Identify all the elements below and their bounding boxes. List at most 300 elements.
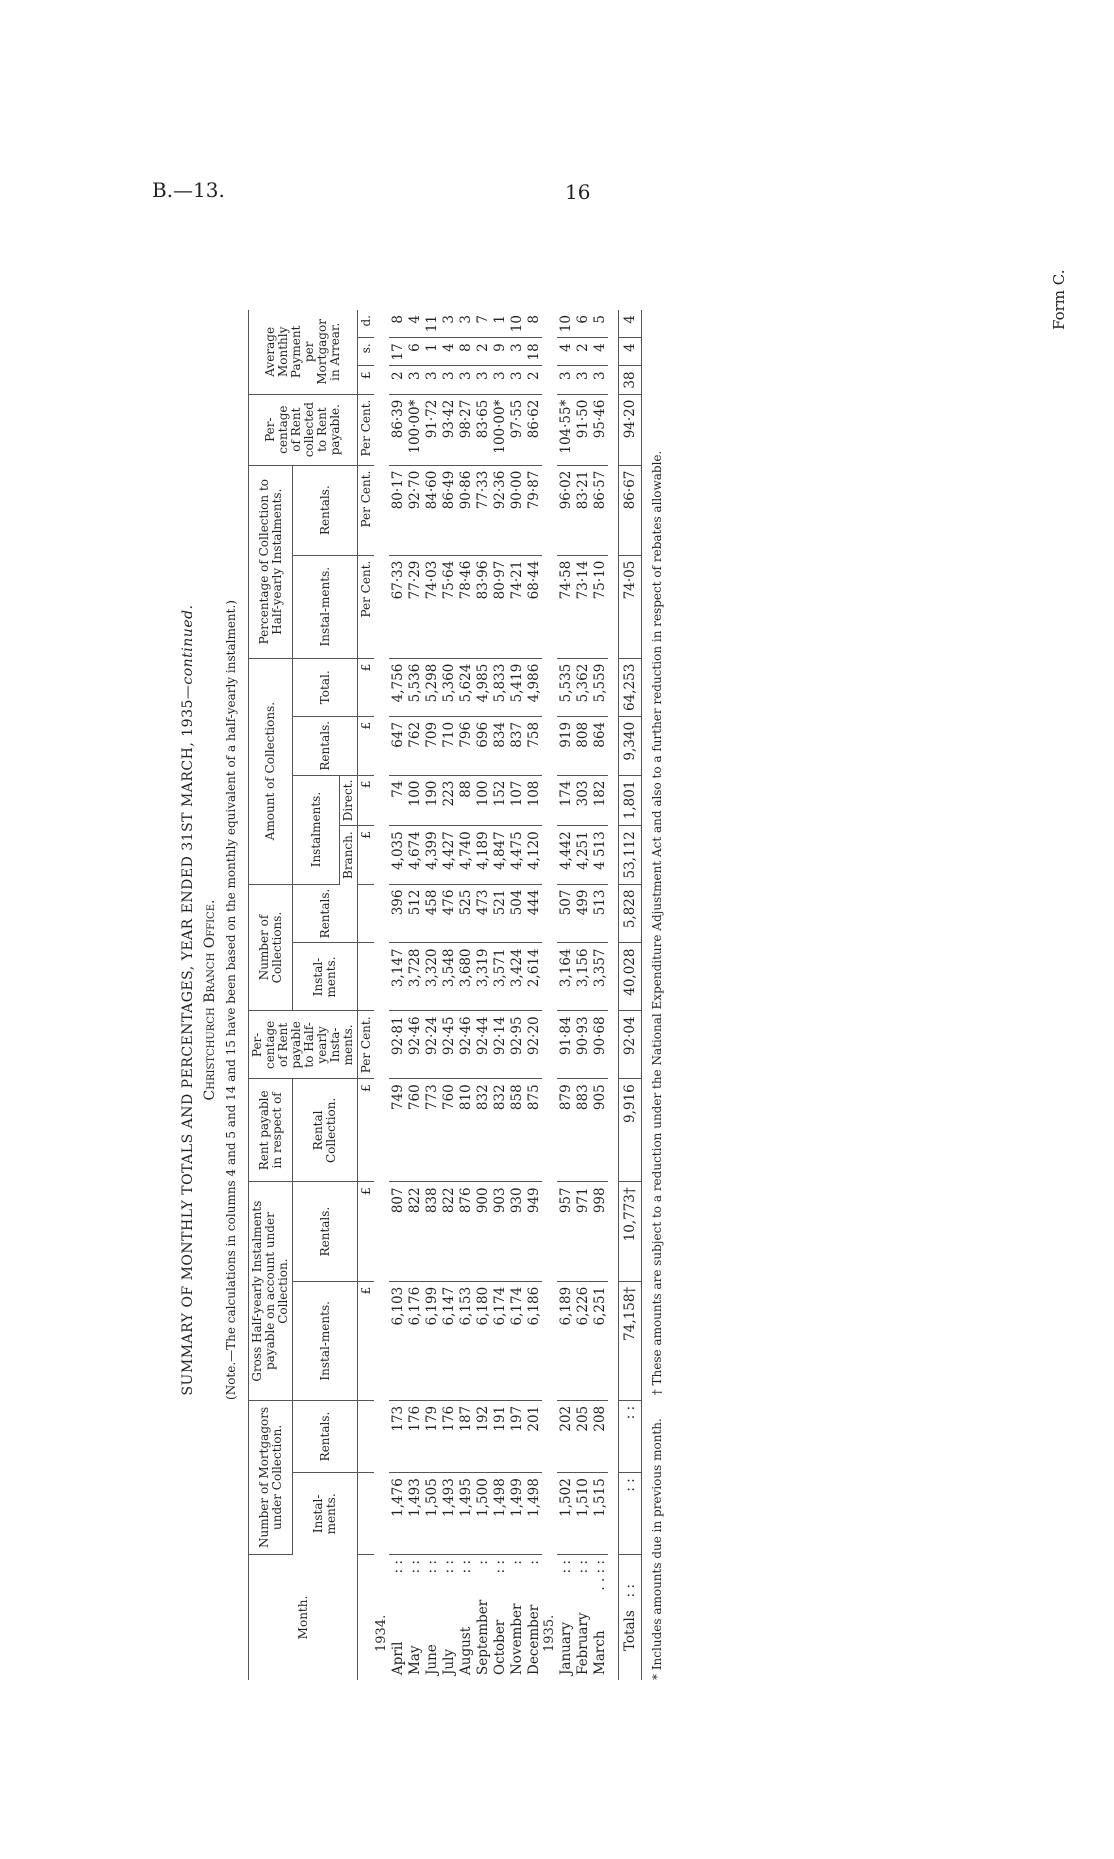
table-row — [423, 310, 440, 1680]
cell-mortgagors-rentals: 201 — [525, 1400, 542, 1472]
unit-pence: d. — [358, 310, 375, 338]
col-mortgagors-instal: Instal-ments. — [293, 1473, 358, 1555]
footnotes — [650, 310, 664, 1680]
cell-avg-shillings: 2 — [474, 338, 491, 366]
cell-rent-payable: 749 — [389, 1079, 406, 1182]
cell-pct-rent: 90·68 — [591, 1011, 608, 1079]
cell-mortgagors-instal: 1,498 — [525, 1473, 542, 1555]
cell-pct-rent: 90·93 — [574, 1011, 591, 1079]
cell-pct-instal: 75·64 — [440, 555, 457, 658]
cell-amount-total: 4,986 — [525, 658, 542, 716]
col-mortgagors-rentals: Rentals. — [293, 1400, 358, 1472]
cell-pct-instal: 74·05 — [619, 555, 642, 658]
cell-month — [440, 1555, 457, 1681]
cell-direct: 223 — [440, 775, 457, 826]
cell-pct-instal: 78·46 — [457, 555, 474, 658]
cell-branch: 4,847 — [491, 826, 508, 884]
cell-collections-rentals: 473 — [474, 884, 491, 943]
cell-gross-rentals: 957 — [557, 1182, 574, 1281]
cell-rent-payable: 760 — [440, 1079, 457, 1182]
cell-collections-instal: 3,164 — [557, 943, 574, 1011]
footnote-dagger: † These amounts are subject to a reduction under the National Expenditure Adjustment Act and also to a further reduction in respect of rebates allowable. — [650, 450, 664, 1396]
cell-rent-payable: 760 — [406, 1079, 423, 1182]
cell-collections-rentals: 444 — [525, 884, 542, 943]
table-row — [525, 310, 542, 1680]
units-row — [358, 310, 375, 1680]
cell-mortgagors-instal: 1,498 — [491, 1473, 508, 1555]
unit-pound: £ — [358, 1281, 375, 1400]
cell-collections-rentals: 5,828 — [619, 884, 642, 943]
cell-avg-shillings: 8 — [457, 338, 474, 366]
cell-mortgagors-instal: 1,500 — [474, 1473, 491, 1555]
month-label: June — [423, 1644, 440, 1675]
year-label: 1935. — [542, 1614, 557, 1652]
cell-gross-rentals: 807 — [389, 1182, 406, 1281]
cell-avg-pounds: 38 — [619, 366, 642, 394]
cell-amount-rentals: 647 — [389, 716, 406, 775]
rotated-table-region — [180, 310, 1030, 1690]
cell-pct-instal: 73·14 — [574, 555, 591, 658]
col-pct-rent-collected: Per-centage of Rent collected to Rent payable. — [249, 394, 358, 465]
table-title-main: SUMMARY OF MONTHLY TOTALS AND PERCENTAGES, YEAR ENDED 31ST MARCH, 1935— — [180, 684, 196, 1396]
cell-pct-rent-collected: 95·46 — [591, 394, 608, 465]
cell-pct-rent: 92·20 — [525, 1011, 542, 1079]
cell-gross-rentals: 900 — [474, 1182, 491, 1281]
cell-gross-rentals: 971 — [574, 1182, 591, 1281]
cell-month — [423, 1555, 440, 1681]
unit-pound: £ — [358, 1182, 375, 1281]
cell-month — [574, 1555, 591, 1681]
cell-pct-instal: 77·29 — [406, 555, 423, 658]
cell-collections-instal: 40,028 — [619, 943, 642, 1011]
unit-shillings: s. — [358, 338, 375, 366]
cell-amount-rentals: 710 — [440, 716, 457, 775]
cell-direct: 107 — [508, 775, 525, 826]
cell-avg-shillings: 4 — [591, 338, 608, 366]
table-row — [389, 310, 406, 1680]
cell-pct-rent-collected: 98·27 — [457, 394, 474, 465]
cell-amount-rentals: 709 — [423, 716, 440, 775]
cell-amount-rentals: 796 — [457, 716, 474, 775]
cell-direct: 190 — [423, 775, 440, 826]
cell-gross-rentals: 822 — [406, 1182, 423, 1281]
cell-amount-rentals: 864 — [591, 716, 608, 775]
totals-leader: : : — [622, 1583, 638, 1598]
cell-gross-instal: 6,147 — [440, 1281, 457, 1400]
cell-rent-payable: 875 — [525, 1079, 542, 1182]
cell-month — [457, 1555, 474, 1681]
cell-amount-total: 5,419 — [508, 658, 525, 716]
cell-collections-rentals: 458 — [423, 884, 440, 943]
month-leader: : : — [457, 1560, 474, 1574]
cell-gross-instal: 6,251 — [591, 1281, 608, 1400]
month-label: July — [440, 1648, 457, 1675]
cell-gross-instal: 6,153 — [457, 1281, 474, 1400]
cell-avg-shillings: 4 — [557, 338, 574, 366]
cell-direct: 88 — [457, 775, 474, 826]
cell-gross-rentals: 876 — [457, 1182, 474, 1281]
page-number: 16 — [565, 180, 591, 204]
cell-collections-rentals: 504 — [508, 884, 525, 943]
totals-label: Totals — [622, 1610, 638, 1652]
cell-branch: 4,120 — [525, 826, 542, 884]
col-gross: Gross Half-yearly Instalments payable on account under Collection. — [249, 1182, 293, 1400]
cell-pct-rent: 92·95 — [508, 1011, 525, 1079]
cell-avg-shillings: 17 — [389, 338, 406, 366]
month-leader: : — [525, 1560, 542, 1565]
year-row — [374, 310, 389, 1680]
cell-branch: 4 513 — [591, 826, 608, 884]
cell-rent-payable: 9,916 — [619, 1079, 642, 1182]
cell-collections-rentals: 499 — [574, 884, 591, 943]
cell-avg-pounds: 3 — [574, 366, 591, 394]
cell-avg-pence: 1 — [491, 310, 508, 338]
cell-amount-total: 5,833 — [491, 658, 508, 716]
cell-pct-rent-collected: 83·65 — [474, 394, 491, 465]
col-gross-rentals: Rentals. — [293, 1182, 358, 1281]
cell-collections-instal: 3,320 — [423, 943, 440, 1011]
cell-collections-rentals: 507 — [557, 884, 574, 943]
cell-mortgagors-instal: 1,493 — [406, 1473, 423, 1555]
cell-collections-instal: 3,571 — [491, 943, 508, 1011]
cell-avg-pounds: 3 — [406, 366, 423, 394]
form-label: Form C. — [1050, 269, 1068, 330]
month-leader: : — [474, 1560, 491, 1565]
cell-pct-rentals: 86·67 — [619, 465, 642, 555]
cell-rent-payable: 810 — [457, 1079, 474, 1182]
calculation-note: (Note.—The calculations in columns 4 and 5 and 14 and 15 have been based on the monthly equivalent of a half-yearly instalment.) — [224, 600, 238, 1400]
cell-avg-pounds: 3 — [440, 366, 457, 394]
cell-amount-total: 5,624 — [457, 658, 474, 716]
cell-avg-pence: 4 — [619, 310, 642, 338]
cell-pct-rentals: 96·02 — [557, 465, 574, 555]
cell-direct: 303 — [574, 775, 591, 826]
rows-1934 — [389, 310, 542, 1680]
year-row — [542, 310, 557, 1680]
month-leader: : : — [389, 1560, 406, 1574]
cell-mortgagors-instal: 1,493 — [440, 1473, 457, 1555]
cell-gross-instal: 6,180 — [474, 1281, 491, 1400]
month-leader: : : — [491, 1560, 508, 1574]
month-leader: : : — [406, 1560, 423, 1574]
month-label: November — [508, 1603, 525, 1675]
cell-amount-total: 5,298 — [423, 658, 440, 716]
cell-amount-total: 4,756 — [389, 658, 406, 716]
cell-amount-rentals: 919 — [557, 716, 574, 775]
cell-gross-rentals: 822 — [440, 1182, 457, 1281]
month-leader: : : — [440, 1560, 457, 1574]
cell-amount-total: 5,536 — [406, 658, 423, 716]
col-month: Month. — [249, 1555, 358, 1681]
month-leader: : : — [423, 1560, 440, 1574]
cell-avg-pence: 11 — [423, 310, 440, 338]
cell-collections-instal: 2,614 — [525, 943, 542, 1011]
cell-mortgagors-rentals: 197 — [508, 1400, 525, 1472]
cell-branch: 4,189 — [474, 826, 491, 884]
cell-mortgagors-instal: 1,495 — [457, 1473, 474, 1555]
cell-amount-total: 5,535 — [557, 658, 574, 716]
unit-per-cent: Per Cent. — [358, 1011, 375, 1079]
cell-mortgagors-instal: 1,502 — [557, 1473, 574, 1555]
table-title-continued: continued. — [180, 604, 196, 685]
cell-avg-pence: 4 — [406, 310, 423, 338]
cell-avg-pence: 5 — [591, 310, 608, 338]
year-label: 1934. — [374, 1614, 389, 1652]
unit-per-cent: Per Cent. — [358, 394, 375, 465]
cell-avg-pence: 10 — [557, 310, 574, 338]
cell-pct-rent-collected: 100·00* — [406, 394, 423, 465]
cell-month — [474, 1555, 491, 1681]
cell-direct: 74 — [389, 775, 406, 826]
cell-pct-instal: 75·10 — [591, 555, 608, 658]
cell-pct-rentals: 90·86 — [457, 465, 474, 555]
cell-amount-rentals: 837 — [508, 716, 525, 775]
cell-rent-payable: 879 — [557, 1079, 574, 1182]
cell-avg-pounds: 2 — [525, 366, 542, 394]
month-leader: : : — [557, 1560, 574, 1574]
cell-pct-rentals: 80·17 — [389, 465, 406, 555]
cell-direct: 100 — [474, 775, 491, 826]
cell-pct-instal: 74·21 — [508, 555, 525, 658]
unit-pound: £ — [358, 775, 375, 826]
cell-avg-shillings: 9 — [491, 338, 508, 366]
page-code: B.—13. — [152, 178, 225, 202]
cell-avg-pounds: 3 — [474, 366, 491, 394]
table-row — [574, 310, 591, 1680]
cell-gross-instal: 6,186 — [525, 1281, 542, 1400]
cell-collections-instal: 3,548 — [440, 943, 457, 1011]
cell-direct: 174 — [557, 775, 574, 826]
cell-avg-shillings: 4 — [440, 338, 457, 366]
cell-pct-rentals: 92·70 — [406, 465, 423, 555]
unit-pound: £ — [358, 826, 375, 884]
cell-collections-rentals: 476 — [440, 884, 457, 943]
cell-avg-pence: 3 — [440, 310, 457, 338]
cell-collections-instal: 3,680 — [457, 943, 474, 1011]
cell-month — [591, 1555, 608, 1681]
cell-month — [406, 1555, 423, 1681]
cell-month — [508, 1555, 525, 1681]
cell-gross-rentals: 949 — [525, 1182, 542, 1281]
cell-direct: 100 — [406, 775, 423, 826]
cell-avg-pounds: 3 — [423, 366, 440, 394]
cell-mortgagors-rentals: 205 — [574, 1400, 591, 1472]
cell-rent-payable: 832 — [491, 1079, 508, 1182]
cell-avg-pence: 8 — [389, 310, 406, 338]
table-row — [406, 310, 423, 1680]
cell-branch: 4,251 — [574, 826, 591, 884]
office-name: Christchurch Branch Office. — [202, 899, 218, 1101]
cell-rent-payable: 773 — [423, 1079, 440, 1182]
col-rent-payable: Rent payable in respect of — [249, 1079, 293, 1182]
month-label: October — [491, 1619, 508, 1675]
rows-1935 — [557, 310, 608, 1680]
cell-pct-instal: 83·96 — [474, 555, 491, 658]
cell-gross-rentals: 930 — [508, 1182, 525, 1281]
cell-pct-rent-collected: 93·42 — [440, 394, 457, 465]
table-row — [457, 310, 474, 1680]
cell-mortgagors-instal: 1,499 — [508, 1473, 525, 1555]
cell-mortgagors-rentals: 202 — [557, 1400, 574, 1472]
cell-gross-rentals: 903 — [491, 1182, 508, 1281]
cell-gross-instal: 74,158† — [619, 1281, 642, 1400]
unit-pound: £ — [358, 658, 375, 716]
cell-amount-total: 5,360 — [440, 658, 457, 716]
cell-pct-rent: 92·14 — [491, 1011, 508, 1079]
cell-amount-rentals: 762 — [406, 716, 423, 775]
cell-pct-rent: 92·45 — [440, 1011, 457, 1079]
col-rental-collection: Rental Collection. — [293, 1079, 358, 1182]
cell-gross-instal: 6,226 — [574, 1281, 591, 1400]
footnote-asterisk: * Includes amounts due in previous month. — [650, 1418, 664, 1680]
cell-collections-rentals: 521 — [491, 884, 508, 943]
cell-branch: 4,442 — [557, 826, 574, 884]
cell-avg-pounds: 3 — [508, 366, 525, 394]
month-label: August — [457, 1626, 474, 1675]
cell-pct-rentals: 83·21 — [574, 465, 591, 555]
cell-collections-rentals: 396 — [389, 884, 406, 943]
cell-avg-shillings: 6 — [406, 338, 423, 366]
cell-pct-rent: 92·04 — [619, 1011, 642, 1079]
cell-pct-instal: 74·58 — [557, 555, 574, 658]
cell-mortgagors-instal: : : — [619, 1473, 642, 1555]
unit-pound: £ — [358, 716, 375, 775]
cell-avg-pounds: 3 — [457, 366, 474, 394]
cell-gross-rentals: 10,773† — [619, 1182, 642, 1281]
cell-collections-instal: 3,357 — [591, 943, 608, 1011]
cell-amount-rentals: 696 — [474, 716, 491, 775]
cell-gross-instal: 6,103 — [389, 1281, 406, 1400]
cell-avg-shillings: 1 — [423, 338, 440, 366]
cell-pct-rentals: 92·36 — [491, 465, 508, 555]
cell-branch: 4,475 — [508, 826, 525, 884]
cell-pct-rent-collected: 100·00* — [491, 394, 508, 465]
cell-avg-shillings: 4 — [619, 338, 642, 366]
col-pct-collection: Percentage of Collection to Half-yearly Instalments. — [249, 465, 293, 658]
cell-avg-pence: 6 — [574, 310, 591, 338]
cell-collections-rentals: 512 — [406, 884, 423, 943]
col-branch: Branch. — [340, 826, 358, 884]
table-row — [591, 310, 608, 1680]
table-title — [180, 310, 196, 1690]
cell-month — [557, 1555, 574, 1681]
table-row — [508, 310, 525, 1680]
col-collections-rentals: Rentals. — [293, 884, 358, 943]
cell-pct-rent-collected: 86·39 — [389, 394, 406, 465]
cell-pct-rent: 92·46 — [457, 1011, 474, 1079]
cell-month — [619, 1555, 642, 1681]
cell-avg-pounds: 3 — [491, 366, 508, 394]
cell-avg-shillings: 18 — [525, 338, 542, 366]
cell-month — [491, 1555, 508, 1681]
table-row — [491, 310, 508, 1680]
col-amount-total: Total. — [293, 658, 358, 716]
cell-gross-rentals: 838 — [423, 1182, 440, 1281]
cell-amount-total: 4,985 — [474, 658, 491, 716]
cell-pct-rent-collected: 94·20 — [619, 394, 642, 465]
cell-avg-pounds: 2 — [389, 366, 406, 394]
cell-amount-total: 5,362 — [574, 658, 591, 716]
cell-pct-rent-collected: 97·55 — [508, 394, 525, 465]
month-leader: : — [508, 1560, 525, 1565]
month-leader: . . : : — [591, 1560, 608, 1591]
cell-pct-rent: 92·81 — [389, 1011, 406, 1079]
col-pct-rentals: Rentals. — [293, 465, 358, 555]
cell-avg-pence: 8 — [525, 310, 542, 338]
cell-collections-instal: 3,156 — [574, 943, 591, 1011]
cell-pct-rent: 92·44 — [474, 1011, 491, 1079]
cell-branch: 4,427 — [440, 826, 457, 884]
cell-gross-instal: 6,189 — [557, 1281, 574, 1400]
col-pct-instal: Instal-ments. — [293, 555, 358, 658]
table-row — [474, 310, 491, 1680]
cell-avg-pounds: 3 — [557, 366, 574, 394]
cell-avg-pence: 3 — [457, 310, 474, 338]
cell-amount-rentals: 758 — [525, 716, 542, 775]
cell-avg-shillings: 3 — [508, 338, 525, 366]
unit-pound: £ — [358, 1079, 375, 1182]
cell-direct: 1,801 — [619, 775, 642, 826]
col-direct: Direct. — [340, 775, 358, 826]
cell-pct-instal: 80·97 — [491, 555, 508, 658]
month-leader: : : — [574, 1560, 591, 1574]
cell-rent-payable: 858 — [508, 1079, 525, 1182]
cell-pct-instal: 67·33 — [389, 555, 406, 658]
cell-gross-instal: 6,199 — [423, 1281, 440, 1400]
unit-per-cent: Per Cent. — [358, 465, 375, 555]
col-gross-instal: Instal-ments. — [293, 1281, 358, 1400]
cell-collections-rentals: 513 — [591, 884, 608, 943]
cell-gross-instal: 6,176 — [406, 1281, 423, 1400]
table-row — [440, 310, 457, 1680]
cell-direct: 108 — [525, 775, 542, 826]
cell-branch: 4,035 — [389, 826, 406, 884]
cell-mortgagors-rentals: 173 — [389, 1400, 406, 1472]
cell-pct-rent-collected: 104·55* — [557, 394, 574, 465]
summary-table — [248, 310, 642, 1680]
col-pct-rent: Per-centage of Rent payable to Half-yearly Insta-ments. — [249, 1011, 358, 1079]
totals-row — [619, 310, 642, 1680]
month-label: December — [525, 1604, 542, 1675]
cell-pct-rentals: 79·87 — [525, 465, 542, 555]
cell-pct-instal: 74·03 — [423, 555, 440, 658]
cell-mortgagors-instal: 1,476 — [389, 1473, 406, 1555]
cell-collections-instal: 3,319 — [474, 943, 491, 1011]
cell-gross-instal: 6,174 — [491, 1281, 508, 1400]
col-amount-rentals: Rentals. — [293, 716, 358, 775]
cell-mortgagors-rentals: 176 — [406, 1400, 423, 1472]
cell-mortgagors-rentals: 208 — [591, 1400, 608, 1472]
col-instalments: Instalments. — [293, 775, 340, 884]
cell-mortgagors-rentals: : : — [619, 1400, 642, 1472]
cell-month — [525, 1555, 542, 1681]
cell-branch: 4,674 — [406, 826, 423, 884]
cell-gross-instal: 6,174 — [508, 1281, 525, 1400]
cell-avg-pounds: 3 — [591, 366, 608, 394]
cell-pct-rent-collected: 86·62 — [525, 394, 542, 465]
month-label: May — [406, 1645, 423, 1675]
cell-pct-rentals: 77·33 — [474, 465, 491, 555]
cell-amount-rentals: 808 — [574, 716, 591, 775]
cell-branch: 4,740 — [457, 826, 474, 884]
cell-branch: 53,112 — [619, 826, 642, 884]
cell-mortgagors-instal: 1,510 — [574, 1473, 591, 1555]
month-label: March — [591, 1630, 608, 1675]
col-mortgagors: Number of Mortgagors under Collection. — [249, 1400, 293, 1554]
cell-rent-payable: 832 — [474, 1079, 491, 1182]
cell-direct: 182 — [591, 775, 608, 826]
cell-pct-rent-collected: 91·72 — [423, 394, 440, 465]
